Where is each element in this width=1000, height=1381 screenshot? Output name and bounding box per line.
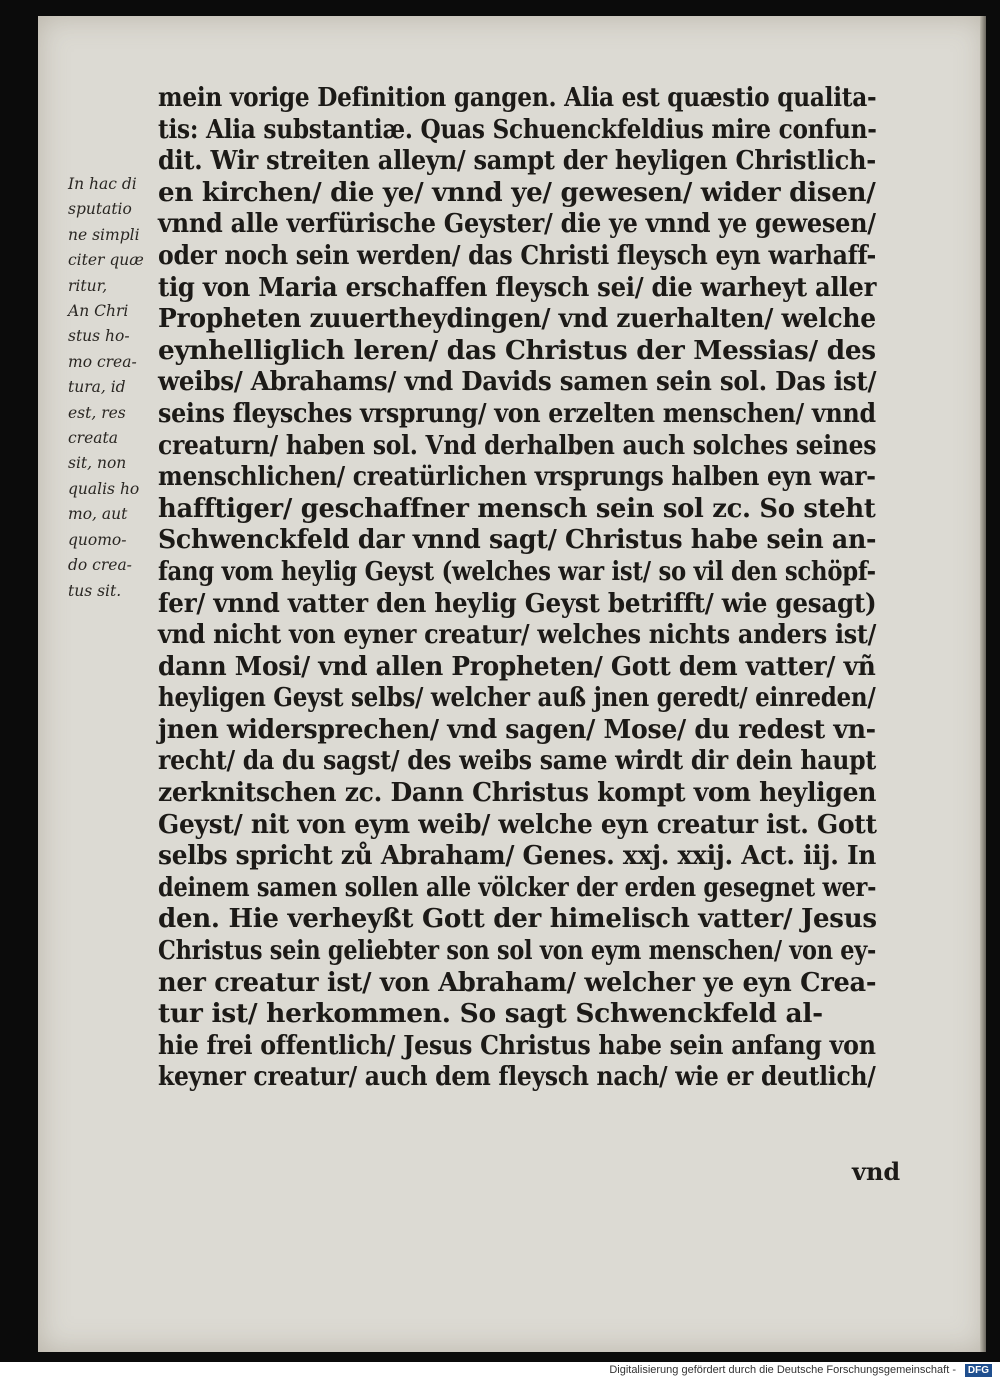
text-line: zerknitschen zc. Dann Christus kompt vom heyligen [158,777,877,809]
text-line: creaturn/ haben sol. Vnd derhalben auch solches seines [158,429,877,461]
dfg-logo: DFG [965,1364,992,1377]
text-line: oder noch sein werden/ das Christi fleysch eyn warhaff- [158,239,877,271]
margin-line: tura, id [68,378,126,397]
margin-line: sit, non [68,454,127,473]
margin-line: ritur, [68,276,108,295]
margin-line: est, res [68,403,126,422]
main-text-block [158,82,876,1093]
margin-line: do crea- [68,556,132,575]
marginal-note [68,172,148,604]
text-line: Propheten zuuertheydingen/ vnd zuerhalten/ welche [158,303,876,335]
text-line: jnen widersprechen/ vnd sagen/ Mose/ du redest vn- [158,713,876,745]
margin-line: sputatio [68,200,132,219]
margin-line: mo, aut [68,505,128,524]
margin-line: creata [68,429,118,448]
text-line: tig von Maria erschaffen fleysch sei/ die warheyt aller [158,271,877,303]
funding-credit: Digitalisierung gefördert durch die Deutsche Forschungsgemeinschaft - [609,1364,956,1376]
text-line: recht/ da du sagst/ des weibs same wirdt dir dein haupt [158,745,876,777]
text-line: en kirchen/ die ye/ vnnd ye/ gewesen/ wider disen/ [158,176,876,208]
text-line: den. Hie verheyßt Gott der himelisch vatter/ Jesus [158,903,877,935]
text-line: seins fleysches vrsprung/ von erzelten menschen/ vnnd [158,397,876,429]
margin-line: In hac di [68,175,137,193]
margin-line: stus ho- [68,327,130,346]
text-line: menschlichen/ creatürlichen vrsprungs halben eyn war- [158,461,876,493]
text-line: fang vom heylig Geyst (welches war ist/ so vil den schöpf- [158,555,876,587]
catchword: vnd [852,1157,901,1186]
text-line: Christus sein geliebter son sol von eym menschen/ von ey- [158,935,877,967]
text-line: tur ist/ herkommen. So sagt Schwenckfeld al- [158,998,823,1030]
text-line: hafftiger/ geschaffner mensch sein sol zc. So steht [158,492,876,524]
margin-line: ne simpli [68,225,140,244]
text-line: weibs/ Abrahams/ vnd Davids samen sein sol. Das ist/ [158,366,877,398]
text-line: ner creatur ist/ von Abraham/ welcher ye eyn Crea- [158,966,877,998]
margin-line: An Chri [68,302,129,321]
margin-line: mo crea- [68,352,137,371]
text-line: mein vorige Definition gangen. Alia est quæstio qualita- [158,82,877,113]
page-edge [980,16,986,1352]
text-line: vnnd alle verfürische Geyster/ die ye vnnd ye gewesen/ [158,208,876,240]
text-line: tis: Alia substantiæ. Quas Schuenckfeldius mire confun- [158,113,877,145]
text-line: deinem samen sollen alle völcker der erden gesegnet wer- [158,871,877,903]
text-line: keyner creatur/ auch dem fleysch nach/ wie er deutlich/ [158,1061,876,1093]
text-line: dann Mosi/ vnd allen Propheten/ Gott dem vatter/ vñ [158,650,876,682]
text-line: fer/ vnnd vatter den heylig Geyst betrifft/ wie gesagt) [158,587,877,619]
margin-line: quomo- [68,530,127,549]
text-line: dit. Wir streiten alleyn/ sampt der heyligen Christlich- [158,145,877,177]
text-line: eynhelliglich leren/ das Christus der Messias/ des [158,334,876,366]
text-line: hie frei offentlich/ Jesus Christus habe sein anfang von [158,1029,876,1061]
text-line: Schwenckfeld dar vnnd sagt/ Christus habe sein an- [158,524,877,556]
text-line: vnd nicht von eyner creatur/ welches nichts anders ist/ [158,619,877,651]
margin-line: citer quæ [68,251,144,270]
text-line: Geyst/ nit von eym weib/ welche eyn creatur ist. Gott [158,808,877,840]
text-line: heyligen Geyst selbs/ welcher auß jnen geredt/ einreden/ [158,682,876,714]
text-line: selbs spricht zů Abraham/ Genes. xxj. xxij. Act. iij. In [158,840,877,872]
margin-line: tus sit. [68,581,122,600]
margin-line: qualis ho [68,479,140,498]
